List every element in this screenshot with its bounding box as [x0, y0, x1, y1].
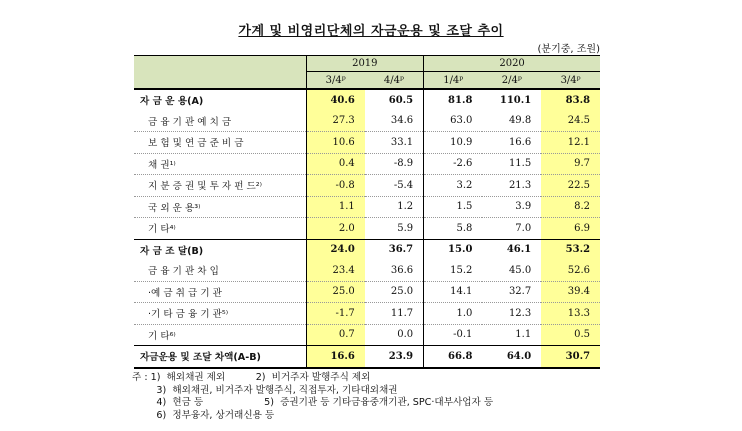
value-cell: 15.0 — [424, 239, 483, 260]
value-cell: 14.1 — [424, 281, 483, 303]
value-cell: 6.9 — [541, 218, 600, 240]
value-cell: 22.5 — [541, 175, 600, 197]
value-cell: -1.7 — [306, 303, 365, 325]
table-row — [134, 218, 600, 240]
table-row — [134, 89, 600, 111]
value-cell: 0.5 — [541, 324, 600, 346]
header-quarter: 2/4ᵖ — [482, 72, 541, 90]
value-cell: 23.4 — [306, 260, 365, 281]
value-cell: 21.3 — [482, 175, 541, 197]
row-label: ·기 타 금 융 기 관⁵⁾ — [134, 303, 306, 325]
value-cell: 81.8 — [424, 89, 483, 111]
header-year-2019: 2019 — [306, 56, 424, 72]
table-row — [134, 132, 600, 154]
value-cell: 23.9 — [365, 346, 424, 368]
value-cell: 0.0 — [397, 329, 414, 341]
value-cell: -8.9 — [365, 153, 424, 175]
value-cell: 16.6 — [306, 346, 365, 368]
value-cell: 25.0 — [306, 281, 365, 303]
header-quarter: 3/4ᵖ — [541, 72, 600, 90]
value-cell: 15.2 — [424, 260, 483, 281]
footnote-line: 3) 해외채권, 비거주자 발행주식, 직접투자, 기타대외채권 — [132, 384, 398, 396]
value-cell: 34.6 — [365, 111, 424, 132]
value-cell: 39.4 — [541, 281, 600, 303]
value-cell: 36.7 — [365, 239, 424, 260]
value-cell: 27.3 — [306, 111, 365, 132]
row-label: 금 융 기 관 차 입 — [134, 260, 306, 281]
row-label: 자금운용 및 조달 차액(A-B) — [134, 346, 306, 368]
header-row-years — [134, 56, 600, 72]
row-label: 금 융 기 관 예 치 금 — [134, 111, 306, 132]
value-cell: 63.0 — [424, 111, 483, 132]
value-cell: 2.0 — [306, 218, 365, 240]
value-cell: 1.0 — [424, 303, 483, 325]
row-label: 국 외 운 용³⁾ — [134, 196, 306, 218]
flow-table — [134, 55, 600, 369]
row-label: 기 타⁴⁾ — [148, 224, 176, 236]
value-cell: 60.5 — [365, 89, 424, 111]
value-cell: 7.0 — [515, 222, 532, 234]
value-cell: 5.8 — [424, 218, 483, 240]
table-row — [134, 260, 600, 281]
value-cell: 0.7 — [306, 324, 365, 346]
value-cell: 11.7 — [365, 303, 424, 325]
table-row — [134, 346, 600, 368]
value-cell: 46.1 — [482, 239, 541, 260]
table-row — [134, 196, 600, 218]
value-cell: 3.2 — [424, 175, 483, 197]
value-cell: -0.8 — [306, 175, 365, 197]
page-title: 가계 및 비영리단체의 자금운용 및 조달 추이 — [238, 24, 504, 39]
value-cell: -5.4 — [365, 175, 424, 197]
value-cell: 64.0 — [482, 346, 541, 368]
value-cell: 25.0 — [365, 281, 424, 303]
header-year-2020: 2020 — [424, 56, 600, 72]
value-cell: 1.2 — [365, 196, 424, 218]
value-cell: 8.2 — [541, 196, 600, 218]
footnote-line: 6) 정부융자, 상거래신용 등 — [132, 409, 275, 421]
footnotes — [132, 372, 493, 422]
value-cell: 0.4 — [306, 153, 365, 175]
value-cell: 5.9 — [397, 222, 414, 234]
header-quarter: 1/4ᵖ — [424, 72, 483, 90]
value-cell: 1.1 — [306, 196, 365, 218]
value-cell: 24.0 — [306, 239, 365, 260]
value-cell: 53.2 — [541, 239, 600, 260]
value-cell: 45.0 — [482, 260, 541, 281]
value-cell: 1.1 — [515, 329, 532, 341]
value-cell: 66.8 — [424, 346, 483, 368]
value-cell: 10.6 — [306, 132, 365, 154]
value-cell: 52.6 — [541, 260, 600, 281]
table-row — [134, 281, 600, 303]
value-cell: 1.5 — [424, 196, 483, 218]
value-cell: 10.9 — [424, 132, 483, 154]
value-cell: 11.5 — [482, 153, 541, 175]
value-cell: 9.7 — [541, 153, 600, 175]
value-cell: -2.6 — [424, 153, 483, 175]
value-cell: 36.6 — [365, 260, 424, 281]
value-cell: 12.3 — [482, 303, 541, 325]
value-cell: 30.7 — [541, 346, 600, 368]
table-row — [134, 303, 600, 325]
value-cell: 33.1 — [365, 132, 424, 154]
row-label: 채 권¹⁾ — [134, 153, 306, 175]
row-label: 자 금 운 용(A) — [134, 89, 306, 111]
table-row — [134, 239, 600, 260]
header-blank — [134, 56, 306, 90]
value-cell: 40.6 — [306, 89, 365, 111]
value-cell: 13.3 — [541, 303, 600, 325]
row-label: 기 타⁶⁾ — [148, 330, 176, 342]
row-label: 자 금 조 달(B) — [134, 239, 306, 260]
value-cell: -0.1 — [424, 324, 483, 346]
footnote-line: 4) 현금 등 5) 증권기관 등 기타금융중개기관, SPC·대부사업자 등 — [132, 397, 494, 408]
value-cell: 24.5 — [541, 111, 600, 132]
unit-label: (분기중, 조원) — [537, 44, 600, 55]
value-cell: 110.1 — [482, 89, 541, 111]
header-quarter: 3/4ᵖ — [306, 72, 365, 90]
table-row — [134, 175, 600, 197]
value-cell: 49.8 — [482, 111, 541, 132]
table-row — [134, 111, 600, 132]
row-label: ·예 금 취 급 기 관 — [134, 281, 306, 303]
value-cell: 12.1 — [541, 132, 600, 154]
row-label: 지 분 증 권 및 투 자 펀 드²⁾ — [134, 175, 306, 197]
value-cell: 32.7 — [482, 281, 541, 303]
table-row — [134, 153, 600, 175]
value-cell: 3.9 — [482, 196, 541, 218]
value-cell: 16.6 — [482, 132, 541, 154]
footnote-line: 주 : 1) 해외채권 제외 2) 비거주자 발행주식 제외 — [132, 372, 371, 383]
row-label: 보 험 및 연 금 준 비 금 — [134, 132, 306, 154]
value-cell: 83.8 — [541, 89, 600, 111]
header-quarter: 4/4ᵖ — [365, 72, 424, 90]
table-body — [134, 89, 600, 368]
table-row — [134, 324, 600, 346]
